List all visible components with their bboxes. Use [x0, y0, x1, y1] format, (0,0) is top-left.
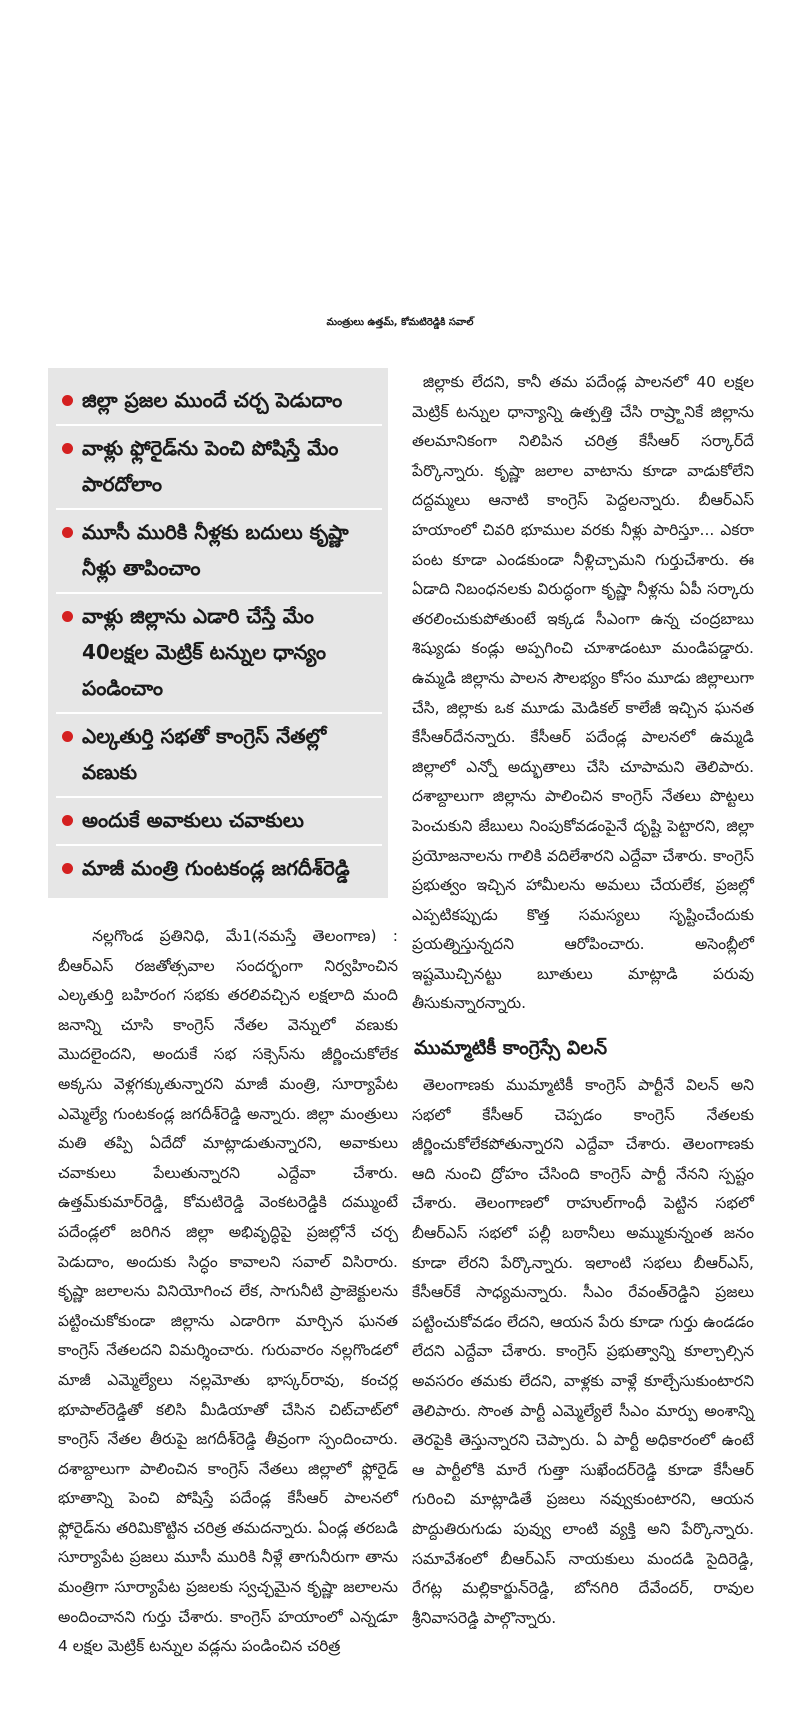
body-paragraph: జిల్లాకు లేదని, కానీ తమ పదేండ్ల పాలనలో 40 లక్షల మెట్రిక్ టన్నుల ధాన్యాన్ని ఉత్పత్తి చేసి రాష్ర్టానికే జిల్లాను తలమానికంగా నిలిపిన చరిత్ర కేసీఆర్ సర్కార్‌దే పేర్కొన్నారు. కృష్ణా జలాల వాటాను కూడా వాడుకోలేని దద్దమ్మలు ఆనాటి కాంగ్రెస్ పెద్దలన్నారు. బీఆర్ఎస్ హయాంలో చివరి భూముల వరకు నీళ్లు పారిస్తూ... ఎకరా పంట కూడా ఎండకుండా నీళ్లిచ్చామని గుర్తుచేశారు. ఈ ఏడాది నిబంధనలకు విరుద్ధంగా కృష్ణా నీళ్లను ఏపీ సర్కారు తరలించుకుపోతుంటే ఇక్కడ సీఎంగా ఉన్న చంద్రబాబు శిష్యుడు కండ్లు అప్పగించి చూశాడంటూ మండిపడ్డారు. ఉమ్మడి జిల్లాను పాలన సౌలభ్యం కోసం మూడు జిల్లాలుగా చేసి, జిల్లాకు ఒక మూడు మెడికల్ కాలేజీ ఇచ్చిన ఘనత కేసీఆర్‌దేనన్నారు. కేసీఆర్ పదేండ్ల పాలనలో ఉమ్మడి జిల్లాలో ఎన్నో అద్భుతాలు చేసి చూపామని తెలిపారు. దశాబ్దాలుగా జిల్లాను పాలించిన కాంగ్రెస్ నేతలు పొట్టలు పెంచుకుని జేబులు నింపుకోవడంపైనే దృష్టి పెట్టారని, జిల్లా ప్రయోజనాలను గాలికి వదిలేశారని ఎద్దేవా చేశారు. కాంగ్రెస్ ప్రభుత్వం ఇచ్చిన హామీలను అమలు చేయలేక, ప్రజల్లో ఎప్పటికప్పుడు కొత్త సమస్యలు సృష్టించేందుకు ప్రయత్నిస్తున్నదని ఆరోపించారు. అసెంబ్లీలో ఇష్టమొచ్చినట్టు బూతులు మాట్లాడి పరువు తీసుకున్నారన్నారు. [412, 373, 754, 1013]
red-bullet-icon [62, 611, 73, 622]
red-bullet-icon [62, 863, 73, 874]
highlight-item [56, 510, 382, 594]
red-bullet-icon [62, 443, 73, 454]
highlight-text: మాజీ మంత్రి గుంటకండ్ల జగదీశ్‌రెడ్డి [82, 856, 350, 880]
highlight-text: వాళ్లు ఫ్లోరైడ్‌ను పెంచి పోషిస్తే మేం పారదోలాం [82, 436, 339, 496]
section-heading: ముమ్మాటికీ కాంగ్రెస్సే విలన్ [414, 1037, 608, 1060]
highlights-box [48, 368, 388, 898]
highlight-text: మూసీ మురికి నీళ్లకు బదులు కృష్ణా నీళ్లు తాపించాం [82, 520, 349, 580]
highlight-item [56, 426, 382, 510]
highlight-text: వాళ్లు జిల్లాను ఎడారి చేస్తే మేం 40లక్షల మెట్రిక్ టన్నుల ధాన్యం పండించాం [82, 604, 327, 700]
body-column-right [412, 368, 754, 1633]
highlight-text: అందుకే అవాకులు చవాకులు [82, 808, 304, 832]
headline-line-2 [0, 146, 800, 286]
body-paragraph: తెలంగాణకు ముమ్మాటికీ కాంగ్రెస్ పార్టీనే విలన్ అని సభలో కేసీఆర్ చెప్పడం కాంగ్రెస్ నేతలకు జీర్ణించుకోలేకపోతున్నారని ఎద్దేవా చేశారు. తెలంగాణకు ఆది నుంచి ద్రోహం చేసింది కాంగ్రెస్ పార్టీ నేనని స్పష్టం చేశారు. తెలంగాణలో రాహుల్‌గాంధీ పెట్టిన సభలో బీఆర్ఎస్ సభలో పల్లీ బఠానీలు అమ్ముకున్నంత జనం కూడా లేరని పేర్కొన్నారు. ఇలాంటి సభలు బీఆర్ఎస్, కేసీఆర్‌కే సాధ్యమన్నారు. సీఎం రేవంత్‌రెడ్డిని ప్రజలు పట్టించుకోవడం లేదని, ఆయన పేరు కూడా గుర్తు ఉండడం లేదని ఎద్దేవా చేశారు. కాంగ్రెస్ ప్రభుత్వాన్ని కూల్చాల్సిన అవసరం తమకు లేదని, వాళ్లకు వాళ్లే కూల్చేసుకుంటారని తెలిపారు. సొంత పార్టీ ఎమ్మెల్యేలే సీఎం మార్పు అంశాన్ని తెరపైకి తెస్తున్నారని చెప్పారు. ఏ పార్టీ అధికారంలో ఉంటే ఆ పార్టీలోకి మారే గుత్తా సుఖేందర్‌రెడ్డి కూడా కేసీఆర్ గురించి మాట్లాడితే ప్రజలు నవ్వుకుంటారని, ఆయన పొద్దుతిరుగుడు పువ్వు లాంటి వ్యక్తి అని పేర్కొన్నారు. సమావేశంలో బీఆర్ఎస్ నాయకులు మందడి సైదిరెడ్డి, రేగట్ల మల్లికార్జున్‌రెడ్డి, బోనగిరి దేవేందర్, రావుల శ్రీనివాసరెడ్డి పాల్గొన్నారు. [412, 1076, 754, 1627]
highlight-item [56, 714, 382, 798]
highlight-item [56, 594, 382, 714]
highlight-item [56, 846, 382, 892]
red-bullet-icon [62, 731, 73, 742]
headline [0, 6, 800, 286]
red-bullet-icon [62, 527, 73, 538]
highlight-text: జిల్లా ప్రజల ముందే చర్చ పెడుదాం [82, 388, 343, 412]
subheadline: మంత్రులు ఉత్తమ్, కోమటిరెడ్డికి సవాల్ [326, 317, 474, 328]
headline-line-1 [0, 6, 800, 146]
red-bullet-icon [62, 815, 73, 826]
highlight-text: ఎల్కతుర్తి సభతో కాంగ్రెస్ నేతల్లో వణుకు [82, 724, 327, 784]
red-bullet-icon [62, 395, 73, 406]
body-column-left [58, 922, 398, 1662]
highlight-item [56, 798, 382, 846]
body-paragraph: నల్లగొండ ప్రతినిధి, మే1(నమస్తే తెలంగాణ) : బీఆర్ఎస్ రజతోత్సవాల సందర్భంగా నిర్వహించిన ఎల్కతుర్తి బహిరంగ సభకు తరలివచ్చిన లక్షలాది మంది జనాన్ని చూసి కాంగ్రెస్ నేతల వెన్నులో వణుకు మొదలైందని, అందుకే సభ సక్సెస్‌ను జీర్ణించుకోలేక అక్కసు వెళ్లగక్కుతున్నారని మాజీ మంత్రి, సూర్యాపేట ఎమ్మెల్యే గుంటకండ్ల జగదీశ్‌రెడ్డి అన్నారు. జిల్లా మంత్రులు మతి తప్పి ఏదేదో మాట్లాడుతున్నారని, అవాకులు చవాకులు పేలుతున్నారని ఎద్దేవా చేశారు. ఉత్తమ్‌కుమార్‌రెడ్డి, కోమటిరెడ్డి వెంకటరెడ్డికి దమ్ముంటే పదేండ్లలో జరిగిన జిల్లా అభివృద్ధిపై ప్రజల్లోనే చర్చ పెడుదాం, అందుకు సిద్ధం కావాలని సవాల్ విసిరారు. కృష్ణా జలాలను వినియోగించ లేక, సాగునీటి ప్రాజెక్టులను పట్టించుకోకుండా జిల్లాను ఎడారిగా మార్చిన ఘనత కాంగ్రెస్ నేతలదని విమర్శించారు. గురువారం నల్లగొండలో మాజీ ఎమ్మెల్యేలు నల్లమోతు భాస్కర్‌రావు, కంచర్ల భూపాల్‌రెడ్డితో కలిసి మీడియాతో చేసిన చిట్‌చాట్‌లో కాంగ్రెస్ నేతల తీరుపై జగదీశ్‌రెడ్డి తీవ్రంగా స్పందించారు. దశాబ్దాలుగా పాలించిన కాంగ్రెస్ నేతలు జిల్లాలో ఫ్లోరైడ్ భూతాన్ని పెంచి పోషిస్తే పదేండ్ల కేసీఆర్ పాలనలో ఫ్లోరైడ్‌ను తరిమికొట్టిన చరిత్ర తమదన్నారు. ఏండ్ల తరబడి సూర్యాపేట ప్రజలు మూసీ మురికి నీళ్లే తాగునీరుగా తాను మంత్రిగా సూర్యాపేట ప్రజలకు స్వచ్ఛమైన కృష్ణా జలాలను అందించానని గుర్తు చేశారు. కాంగ్రెస్ హయాంలో ఎన్నడూ 4 లక్షల మెట్రిక్ టన్నుల వడ్లను పండించిన చరిత్ర [58, 927, 398, 1656]
highlight-item [56, 378, 382, 426]
